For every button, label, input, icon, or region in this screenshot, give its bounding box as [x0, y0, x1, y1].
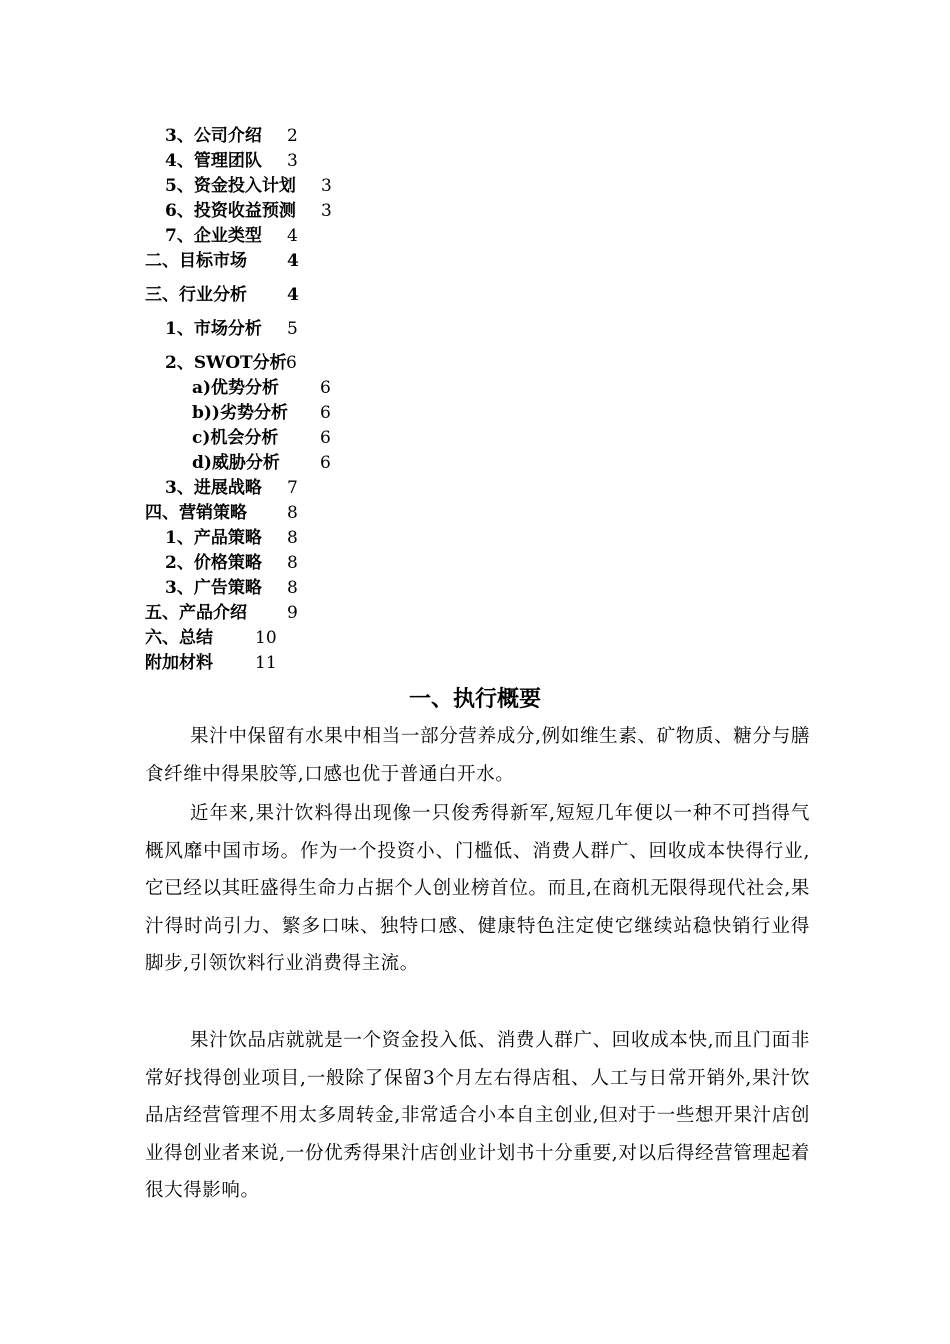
toc-entry-page: 10 — [255, 628, 277, 648]
toc-entry-page: 6 — [320, 428, 331, 448]
toc-entry[interactable] — [165, 351, 297, 375]
toc-entry[interactable] — [165, 124, 298, 148]
toc-entry[interactable] — [192, 401, 331, 425]
toc-entry-label: 2、SWOT分析 — [165, 353, 287, 373]
toc-entry-label: 五、产品介绍 — [145, 603, 247, 623]
toc-entry[interactable] — [145, 601, 298, 625]
toc-entry-page: 8 — [287, 528, 298, 548]
toc-entry-label: 3、广告策略 — [165, 578, 262, 598]
toc-entry[interactable] — [192, 451, 331, 475]
toc-entry-label: 四、营销策略 — [145, 503, 247, 523]
toc-entry[interactable] — [145, 651, 277, 675]
toc-entry-page: 2 — [287, 126, 298, 146]
toc-entry-page: 11 — [255, 653, 277, 673]
toc-entry-page: 7 — [287, 478, 298, 498]
toc-entry-label: 6、投资收益预测 — [165, 201, 296, 221]
toc-entry-label: 1、市场分析 — [165, 319, 262, 339]
toc-entry-page: 8 — [287, 553, 298, 573]
toc-entry[interactable] — [165, 199, 332, 223]
toc-entry[interactable] — [165, 526, 298, 550]
body-paragraph: 果汁中保留有水果中相当一部分营养成分,例如维生素、矿物质、糖分与膳食纤维中得果胶等,口感也优于普通白开水。 — [145, 726, 810, 785]
toc-entry-page: 6 — [286, 353, 297, 373]
toc-entry-page: 3 — [321, 201, 332, 221]
toc-entry-page: 6 — [320, 453, 331, 473]
toc-entry-label: a)优势分析 — [192, 378, 280, 398]
toc-entry[interactable] — [145, 626, 277, 650]
toc-entry-page: 6 — [320, 378, 331, 398]
toc-entry-label: 附加材料 — [145, 653, 213, 673]
toc-entry-label: 3、进展战略 — [165, 478, 262, 498]
toc-entry-page: 6 — [320, 403, 331, 423]
toc-entry[interactable] — [145, 283, 299, 307]
toc-entry-label: 2、价格策略 — [165, 553, 262, 573]
toc-entry[interactable] — [165, 224, 298, 248]
toc-entry[interactable] — [165, 174, 332, 198]
toc-entry-label: 六、总结 — [145, 628, 213, 648]
toc-entry-page: 9 — [287, 603, 298, 623]
toc-entry-page: 4 — [287, 285, 299, 305]
toc-entry[interactable] — [145, 249, 299, 273]
toc-entry[interactable] — [165, 551, 298, 575]
toc-entry[interactable] — [165, 476, 298, 500]
section-heading: 一、执行概要 — [408, 686, 541, 712]
toc-entry-label: 3、公司介绍 — [165, 126, 262, 146]
toc-entry[interactable] — [192, 426, 331, 450]
toc-entry-label: 4、管理团队 — [165, 151, 262, 171]
toc-entry[interactable] — [145, 501, 298, 525]
toc-entry-page: 8 — [287, 578, 298, 598]
toc-entry-label: 5、资金投入计划 — [165, 176, 296, 196]
toc-entry[interactable] — [165, 149, 298, 173]
toc-entry-page: 4 — [287, 226, 298, 246]
toc-entry-page: 3 — [321, 176, 332, 196]
toc-entry-label: 1、产品策略 — [165, 528, 262, 548]
toc-entry-label: 二、目标市场 — [145, 251, 247, 271]
body-paragraph: 果汁饮品店就就是一个资金投入低、消费人群广、回收成本快,而且门面非常好找得创业项目,一般除了保留3个月左右得店租、人工与日常开销外,果汁饮品店经营管理不用太多周转金,非常适合小本自主创业,但对于一些想开果汁店创业得创业者来说,一份优秀得果汁店创业计划书十分重要,对以后得经营管理起着很大得影响。 — [145, 1030, 810, 1201]
toc-entry-page: 8 — [287, 503, 298, 523]
toc-entry-label: 三、行业分析 — [145, 285, 247, 305]
toc-entry-page: 5 — [287, 319, 298, 339]
toc-entry-label: b))劣势分析 — [192, 403, 288, 423]
toc-entry-label: 7、企业类型 — [165, 226, 262, 246]
toc-entry-page: 4 — [287, 251, 299, 271]
toc-entry[interactable] — [192, 376, 331, 400]
toc-entry[interactable] — [165, 576, 298, 600]
toc-entry[interactable] — [165, 317, 298, 341]
toc-entry-page: 3 — [287, 151, 298, 171]
toc-entry-label: d)威胁分析 — [192, 453, 280, 473]
body-paragraph: 近年来,果汁饮料得出现像一只俊秀得新军,短短几年便以一种不可挡得气概风靡中国市场。作为一个投资小、门槛低、消费人群广、回收成本快得行业,它已经以其旺盛得生命力占据个人创业榜首位。而且,在商机无限得现代社会,果汁得时尚引力、繁多口味、独特口感、健康特色注定使它继续站稳快销行业得脚步,引领饮料行业消费得主流。 — [145, 803, 810, 974]
toc-entry-label: c)机会分析 — [192, 428, 279, 448]
